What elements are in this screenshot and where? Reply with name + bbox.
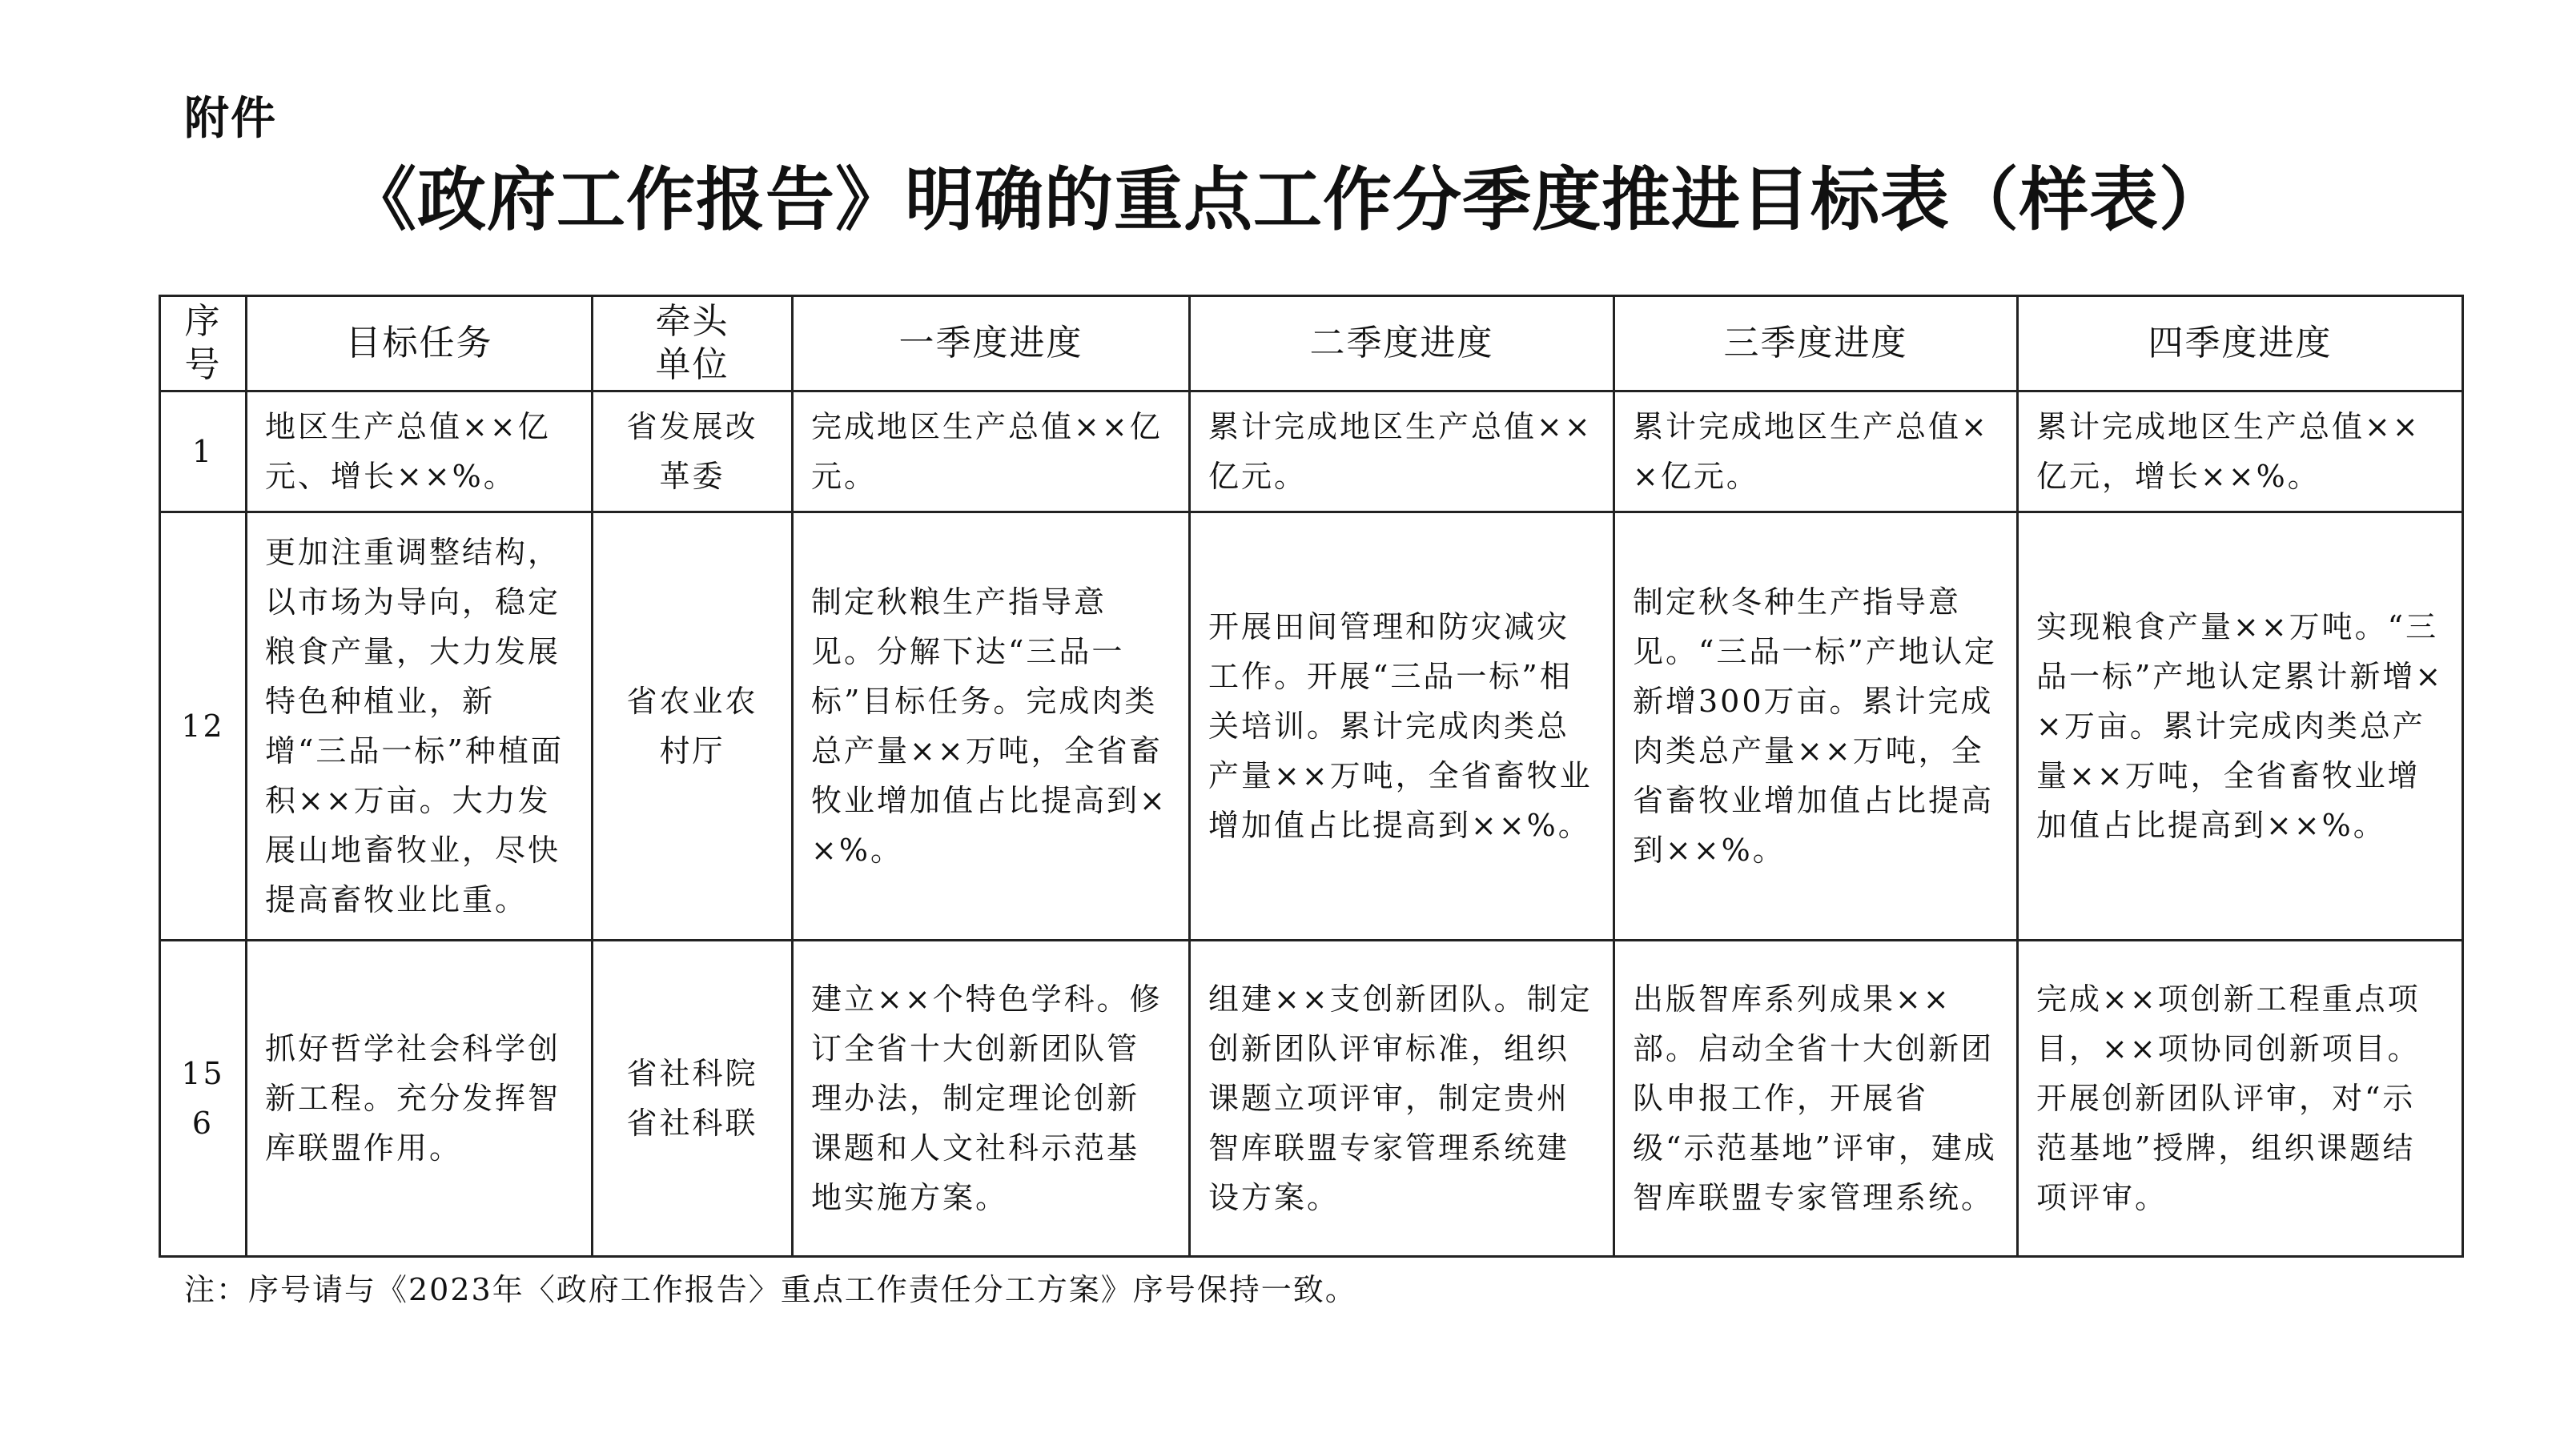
cell-q4: 实现粮食产量××万吨。“三品一标”产地认定累计新增××万亩。累计完成肉类总产量××万吨，全省畜牧业增加值占比提高到××%。 <box>2018 512 2463 941</box>
cell-q2: 累计完成地区生产总值××亿元。 <box>1190 391 1614 512</box>
cell-q3: 出版智库系列成果××部。启动全省十大创新团队申报工作，开展省级“示范基地”评审，建成智库联盟专家管理系统。 <box>1614 941 2018 1257</box>
cell-seq: 1 <box>160 391 247 512</box>
table-row <box>160 512 2463 941</box>
cell-task: 地区生产总值××亿元、增长××%。 <box>247 391 593 512</box>
cell-q1: 制定秋粮生产指导意见。分解下达“三品一标”目标任务。完成肉类总产量××万吨，全省畜牧业增加值占比提高到××%。 <box>793 512 1190 941</box>
header-q2: 二季度进度 <box>1190 296 1614 391</box>
header-q4: 四季度进度 <box>2018 296 2463 391</box>
cell-q3: 制定秋冬种生产指导意见。“三品一标”产地认定新增300万亩。累计完成肉类总产量××万吨，全省畜牧业增加值占比提高到××%。 <box>1614 512 2018 941</box>
header-q3: 三季度进度 <box>1614 296 2018 391</box>
cell-lead: 省社科院 省社科联 <box>593 941 793 1257</box>
header-lead: 牵头单位 <box>593 296 793 391</box>
document-title: 《政府工作报告》明确的重点工作分季度推进目标表（样表） <box>348 159 2228 240</box>
cell-q3: 累计完成地区生产总值××亿元。 <box>1614 391 2018 512</box>
cell-q1: 完成地区生产总值××亿元。 <box>793 391 1190 512</box>
table-footnote: 注：序号请与《2023年〈政府工作报告〉重点工作责任分工方案》序号保持一致。 <box>184 1272 1357 1307</box>
quarterly-target-table <box>159 295 2464 1258</box>
cell-q2: 开展田间管理和防灾减灾工作。开展“三品一标”相关培训。累计完成肉类总产量××万吨，全省畜牧业增加值占比提高到××%。 <box>1190 512 1614 941</box>
cell-q2: 组建××支创新团队。制定创新团队评审标准，组织课题立项评审，制定贵州智库联盟专家管理系统建设方案。 <box>1190 941 1614 1257</box>
attachment-label: 附件 <box>184 93 277 145</box>
table-header-row <box>160 296 2463 391</box>
cell-q4: 累计完成地区生产总值××亿元，增长××%。 <box>2018 391 2463 512</box>
cell-task: 更加注重调整结构，以市场为导向，稳定粮食产量，大力发展特色种植业，新增“三品一标”种植面积××万亩。大力发展山地畜牧业，尽快提高畜牧业比重。 <box>247 512 593 941</box>
cell-q4: 完成××项创新工程重点项目，××项协同创新项目。开展创新团队评审，对“示范基地”授牌，组织课题结项评审。 <box>2018 941 2463 1257</box>
cell-q1: 建立××个特色学科。修订全省十大创新团队管理办法，制定理论创新课题和人文社科示范基地实施方案。 <box>793 941 1190 1257</box>
header-q1: 一季度进度 <box>793 296 1190 391</box>
table-row <box>160 391 2463 512</box>
cell-lead: 省农业农村厅 <box>593 512 793 941</box>
header-task: 目标任务 <box>247 296 593 391</box>
header-seq: 序号 <box>160 296 247 391</box>
cell-task: 抓好哲学社会科学创新工程。充分发挥智库联盟作用。 <box>247 941 593 1257</box>
table-row <box>160 941 2463 1257</box>
cell-seq: 12 <box>160 512 247 941</box>
cell-seq: 156 <box>160 941 247 1257</box>
cell-lead: 省发展改革委 <box>593 391 793 512</box>
